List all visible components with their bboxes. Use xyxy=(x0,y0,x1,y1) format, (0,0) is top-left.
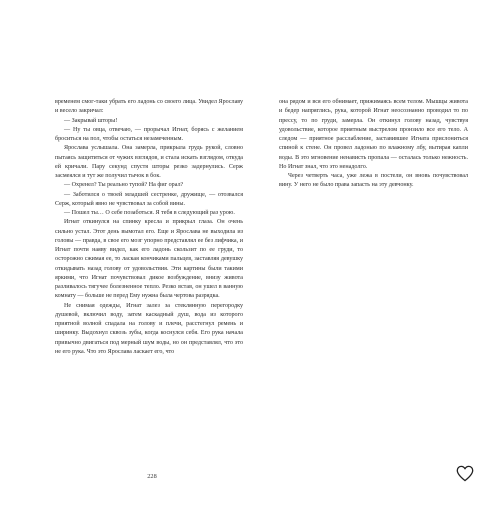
left-page-text xyxy=(55,98,243,357)
heart-outline-icon[interactable] xyxy=(456,465,474,482)
paragraph: Игнат откинулся на спинку кресла и прикрыл глаза. Он очень сильно устал. Этот день вымотал его. Еще и Ярослава не выходила из головы — правда, в свое его мозг упорно представлял ее без лифчика, и Игнат почти наяву видел, как его ладонь скользит по ее груди, то осторожно сжимая ее, то лаская кончиками пальцев, заставляя девушку откидывать назад голову от удовольствия. Эти картины были такими яркими, что Игнат почувствовал дикое возбуждение, внизу живота разливалось тягучее болезненное тепло. Резко встав, он ушел в ванную комнату — больше не перед Ему нужна была чертова разрядка. xyxy=(55,219,243,300)
paragraph: она рядом и вся его обнимает, прижимаясь всем телом. Мышцы живота и бедер напряглись, рука, которой Игнат неосознанно проводил то по прессу, то по груди, замерла. Он откинул голову назад, чувствуя удовольствие, которое приятным выстрелом пронзило все его тело. А следом — приятное расслабление, заставившее Игната прислониться спиной к стене. Он провел ладонью по влажному лбу, вытирая капли воды. В это мгновение ненависть пропала — осталась только нежность. Но Игнат знал, что это ненадолго. xyxy=(279,99,468,170)
paragraph: — Закрывай шторы! xyxy=(64,117,118,124)
paragraph: Через четверть часа, уже лежа в постели, он вновь почувствовал вину. У него не было права запасть на эту девчонку. xyxy=(279,173,468,189)
heart-outline-icon-svg xyxy=(456,465,474,482)
paragraph: Не снимая одежды, Игнат залез за стеклянную перегородку душевой, включил воду, затем каскадный душ, вода из которого приятной волной спадала на голову и плечи, расстегнул ремень и ширинку. Выдохнул сквозь зубы, когда коснулся себя. Его рука начала привычно двигаться под мерный шум воды, но он представлял, что это не его рука. Что это Ярослава ласкает его, что xyxy=(55,302,243,355)
paragraph: временем смог-таки убрать его ладонь со своего лица. Увидел Ярославу и весело закричал: xyxy=(55,99,243,115)
paragraph: — Ну ты овца, отвечаю, — прорычал Игнат, борясь с желанием броситься на пол, чтобы остаться незамеченным. xyxy=(55,126,243,142)
right-page-text xyxy=(279,98,468,191)
paragraph: — Охренел? Ты реально тупой? На фиг орал? xyxy=(64,182,184,189)
page-number: 228 xyxy=(147,473,157,480)
paragraph: — Заботился о твоей младшей сестренке, дружище, — отозвался Серж, который явно не чувствовал за собой вины. xyxy=(55,191,243,207)
paragraph: Ярослава услышала. Она замерла, прикрыла грудь рукой, словно пытаясь защититься от чужих взглядов, и стала искать взглядом, откуда ей кричали. Пару секунд спустя шторы резко задернулись. Серж засмеялся и тут же получил тычок в бок. xyxy=(55,145,243,179)
paragraph: — Пошел ты… О себе позаботься. Я тебя в следующий раз урою. xyxy=(64,210,235,216)
